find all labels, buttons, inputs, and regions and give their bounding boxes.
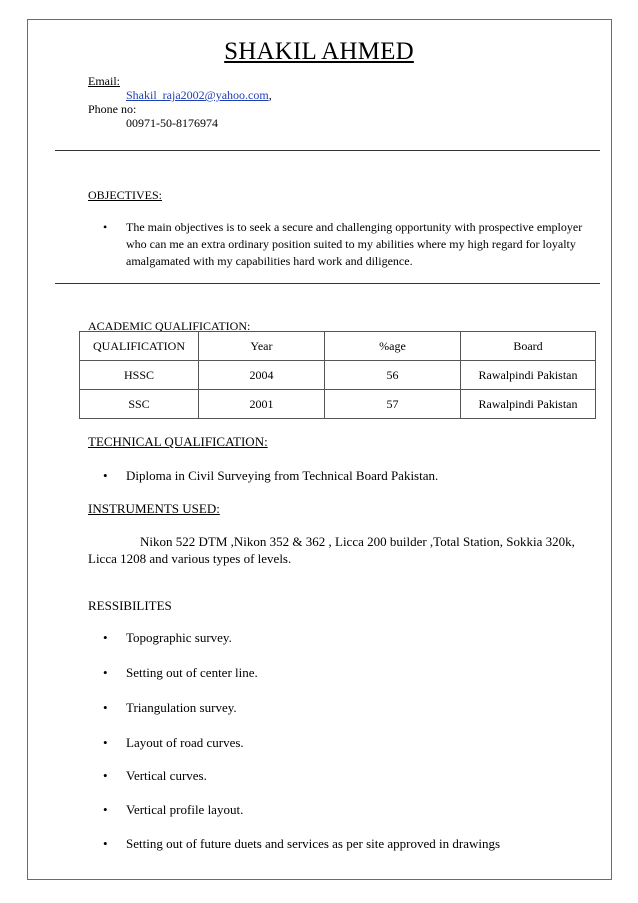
col-percentage: %age xyxy=(324,332,460,361)
table-row xyxy=(80,361,596,390)
bullet-icon: • xyxy=(103,735,108,750)
page-title: SHAKIL AHMED xyxy=(224,38,414,65)
instruments-heading: INSTRUMENTS USED: xyxy=(88,501,220,516)
technical-text: Diploma in Civil Surveying from Technical Board Pakistan. xyxy=(126,468,439,483)
responsibilities-heading: RESSIBILITES xyxy=(88,598,172,613)
email-label-text: Email: xyxy=(88,74,120,88)
list-item xyxy=(103,801,243,818)
technical-item xyxy=(103,467,438,484)
academic-heading: ACADEMIC QUALIFICATION: xyxy=(88,319,251,333)
divider-1 xyxy=(55,150,600,151)
cell-percentage: 57 xyxy=(324,390,460,419)
cell-qualification: SSC xyxy=(80,390,199,419)
list-item-text: Topographic survey. xyxy=(126,630,232,645)
bullet-icon: • xyxy=(103,220,108,234)
academic-table xyxy=(79,331,596,419)
list-item xyxy=(103,835,500,852)
list-item xyxy=(103,629,232,646)
phone-value: 00971-50-8176974 xyxy=(126,116,218,130)
email-link[interactable]: Shakil_raja2002@yahoo.com xyxy=(126,88,269,102)
col-year: Year xyxy=(199,332,325,361)
list-item-text: Setting out of center line. xyxy=(126,665,258,680)
objectives-item xyxy=(103,219,596,270)
technical-heading: TECHNICAL QUALIFICATION: xyxy=(88,434,268,449)
list-item-text: Vertical curves. xyxy=(126,768,207,783)
instruments-line-1: Nikon 522 DTM ,Nikon 352 & 362 , Licca 200 builder ,Total Station, Sokkia 320k, xyxy=(140,534,575,549)
col-qualification: QUALIFICATION xyxy=(80,332,199,361)
cell-board: Rawalpindi Pakistan xyxy=(461,390,596,419)
cell-qualification: HSSC xyxy=(80,361,199,390)
list-item-text: Layout of road curves. xyxy=(126,735,244,750)
bullet-icon: • xyxy=(103,836,108,851)
list-item xyxy=(103,767,207,784)
list-item xyxy=(103,664,258,681)
list-item-text: Setting out of future duets and services as per site approved in drawings xyxy=(126,836,501,851)
cell-board: Rawalpindi Pakistan xyxy=(461,361,596,390)
bullet-icon: • xyxy=(103,630,108,645)
bullet-icon: • xyxy=(103,468,108,483)
email-suffix: , xyxy=(268,88,272,102)
bullet-icon: • xyxy=(103,700,108,715)
table-row xyxy=(80,390,596,419)
bullet-icon: • xyxy=(103,665,108,680)
instruments-line-2: Licca 1208 and various types of levels. xyxy=(88,551,292,566)
objectives-heading: OBJECTIVES: xyxy=(88,188,163,202)
phone-label: Phone no: xyxy=(88,102,137,116)
bullet-icon: • xyxy=(103,768,108,783)
list-item-text: Triangulation survey. xyxy=(126,700,237,715)
email-line xyxy=(126,88,272,102)
col-board: Board xyxy=(461,332,596,361)
cell-year: 2001 xyxy=(199,390,325,419)
cell-year: 2004 xyxy=(199,361,325,390)
bullet-icon: • xyxy=(103,802,108,817)
list-item xyxy=(103,734,244,751)
table-header-row xyxy=(80,332,596,361)
cell-percentage: 56 xyxy=(324,361,460,390)
list-item xyxy=(103,699,237,716)
email-label xyxy=(88,74,120,88)
divider-2 xyxy=(55,283,600,284)
list-item-text: Vertical profile layout. xyxy=(126,802,244,817)
objectives-text: The main objectives is to seek a secure and challenging opportunity with prospective employer who can me an extra ordinary position suited to my abilities where my high regard for loyalty amalgamated with my capabilities hard work and diligence. xyxy=(126,220,583,268)
